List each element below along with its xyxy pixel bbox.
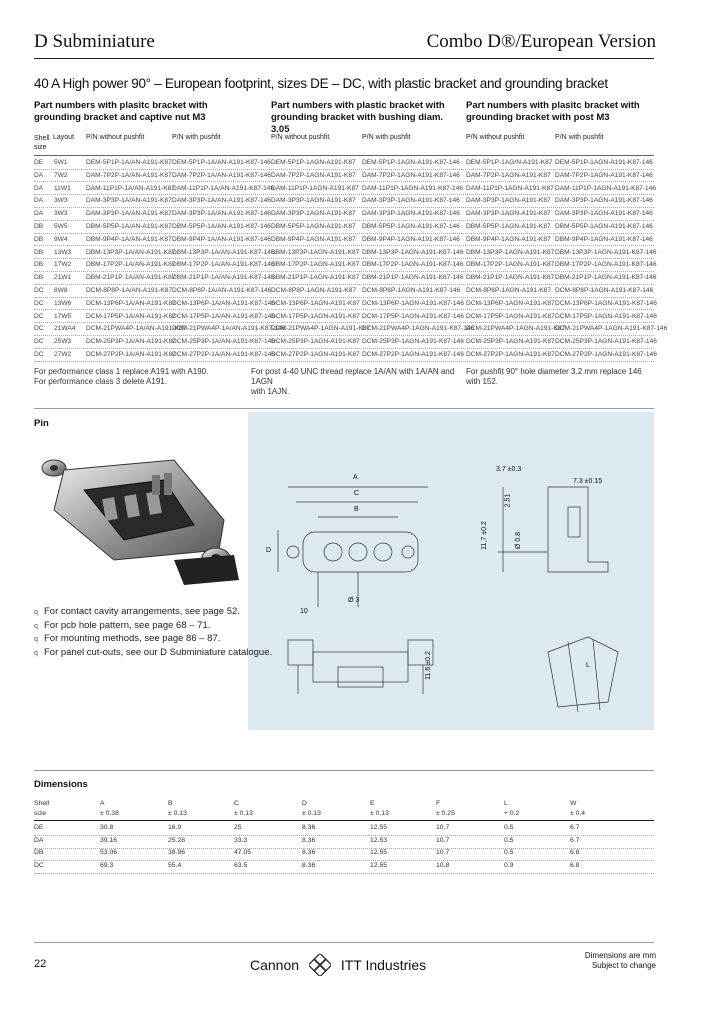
- cell-c4: DBM-9P4P-1AGN-A191-K87-146: [362, 235, 460, 243]
- table-row: [34, 323, 668, 336]
- cell-c2: DCM-27P2P-1A/AN-A191-K87-146: [172, 351, 275, 358]
- cell-c3: DEM-5P1P-1AGN-A191-K87: [271, 159, 356, 166]
- cell-c3: DAM-11P1P-1AGN-A191-K87: [271, 184, 359, 192]
- cell-c5: DCM-27P2P-1AGN-A191-K87: [466, 351, 555, 358]
- dim-header-W: ± 0.4: [570, 810, 586, 817]
- dim-header-D: D: [302, 800, 307, 807]
- note-1b: For performance class 3 delete A191.: [34, 377, 167, 386]
- cell-c6: DBM-13P3P-1AGN-A191-K87-146: [555, 248, 657, 256]
- col-g2-with: P/N with pushfit: [362, 134, 411, 141]
- dim-header-C: C: [234, 800, 239, 807]
- table-header-rule: [34, 155, 654, 156]
- dim-cell-shell: DA: [34, 836, 44, 844]
- dim-cell-D: 8.36: [302, 836, 316, 844]
- cell-c2: DBM-21P1P-1A/AN-A191-K87-146: [172, 274, 275, 282]
- connector-photo: [34, 440, 244, 590]
- cell-c4: DCM-27P2P-1AGN-A191-K87-146: [362, 351, 464, 358]
- cell-shell: DB: [34, 223, 44, 230]
- cell-c1: DBM-17P2P-1A/AN-A191-K87: [86, 261, 176, 269]
- cell-c4: DCM-8P8P-1AGN-A191-K87-146: [362, 287, 461, 294]
- note-1a: For performance class 1 replace A191 with A190.: [34, 367, 209, 376]
- dim-cell-C: 25: [234, 824, 242, 831]
- table-row: [34, 298, 657, 311]
- cell-c4: DAM-7P2P-1AGN-A191-K87-146: [362, 171, 460, 179]
- cell-c3: DCM-13P6P-1AGN-A191-K87: [271, 299, 360, 307]
- group-3-label: Part numbers with plasitc bracket with grounding bracket with post M3: [466, 100, 640, 123]
- section-rule: [34, 408, 654, 409]
- dim-header-A: A: [100, 800, 105, 807]
- dim-header-shell: size: [34, 810, 47, 817]
- table-row: [34, 336, 657, 349]
- dim-cell-D: 8.36: [302, 849, 316, 856]
- dim-header-C: ± 0.13: [234, 810, 253, 817]
- cell-c2: DCM-8P8P-1A/AN-A191-K87-146: [172, 287, 272, 294]
- cell-layout: 11W1: [54, 184, 71, 192]
- dim-cell-L: 0.5: [504, 849, 514, 856]
- dim-cell-E: 12.55: [370, 849, 388, 856]
- cell-c2: DEM-5P1P-1A/AN-A191-K87-146: [172, 159, 271, 166]
- cell-c5: DCM-17P5P-1AGN-A191-K87: [466, 312, 555, 320]
- cell-shell: DB: [34, 274, 44, 282]
- cell-c2: DCM-17P5P-1A/AN-A191-K87-146: [172, 312, 275, 320]
- cell-c3: DCM-27P2P-1AGN-A191-K87: [271, 351, 360, 358]
- cell-c4: DAM-3P3P-1AGN-A191-K87-146: [362, 197, 460, 205]
- cell-c2: DCM-13P6P-1A/AN-A191-K87-146: [172, 299, 275, 307]
- cell-layout: 17W5: [54, 312, 72, 320]
- col-g2-without: P/N without pushfit: [271, 134, 330, 141]
- col-g3-without: P/N without pushfit: [466, 134, 525, 141]
- dim-cell-shell: DE: [34, 824, 44, 831]
- bullet-marker: q: [34, 609, 38, 616]
- bullet-item: q For panel cut-outs, see our D Subminiature catalogue.: [34, 647, 272, 661]
- dimensions-rule: [34, 770, 654, 771]
- cell-c4: DBM-17P2P-1AGN-A191-K87-146: [362, 261, 464, 269]
- dim-115: 11.6 ±0.2: [424, 651, 432, 680]
- dim-cell-L: 0.5: [504, 824, 514, 831]
- cell-c1: DEM-5P1P-1A/AN-A191-K87: [86, 159, 172, 166]
- cell-c6: DCM-27P2P-1AGN-A191-K87-146: [555, 351, 657, 358]
- dim-cell-L: 0.5: [504, 836, 514, 844]
- cell-c3: DCM-17P5P-1AGN-A191-K87: [271, 312, 360, 320]
- dim-cell-C: 33.3: [234, 836, 248, 844]
- cell-c4: DCM-25P3P-1AGN-A191-K87-146: [362, 338, 464, 346]
- cell-c6: DCM-21PWA4P-1AGN-A191-K87-146: [555, 325, 668, 333]
- dim-header-L: L: [504, 800, 508, 807]
- table-row: [34, 247, 657, 260]
- dim-header-B: ± 0.13: [168, 810, 187, 817]
- dim-header-W: W: [570, 800, 577, 807]
- cell-c1: DBM-5P5P-1A/AN-A191-K87: [86, 223, 172, 230]
- footer-rule: [34, 942, 654, 943]
- cell-c3: DBM-21P1P-1AGN-A191-K87: [271, 274, 360, 282]
- cell-shell: DA: [34, 171, 44, 179]
- dimensions-label: Dimensions: [34, 779, 88, 790]
- cell-layout: 21W1: [54, 274, 72, 282]
- cell-c6: DBM-21P1P-1AGN-A191-K87-146: [555, 274, 657, 282]
- cell-c4: DCM-21PWA4P-1AGN-A191-K87-146: [362, 325, 475, 333]
- dim-header-shell: Shell: [34, 800, 50, 807]
- cell-c1: DBM-13P3P-1A/AN-A191-K87: [86, 248, 176, 256]
- dim-cell-W: 6.8: [570, 861, 580, 869]
- cell-layout: 9W4: [54, 235, 68, 243]
- dim-d3: Ø 3: [348, 597, 360, 604]
- cell-c3: DAM-3P3P-1AGN-A191-K87: [271, 197, 356, 205]
- dim-cell-C: 47.05: [234, 849, 252, 856]
- dim-C: C: [354, 490, 360, 497]
- note-3b: with 152.: [466, 377, 499, 386]
- technical-drawing: [248, 412, 654, 730]
- cell-c3: DCM-25P3P-1AGN-A191-K87: [271, 338, 360, 346]
- dim-cell-D: 8.36: [302, 861, 316, 869]
- dim-header-F: F: [436, 800, 441, 807]
- bullet-item: q For mounting methods, see page 86 – 87.: [34, 633, 272, 647]
- cell-c4: DBM-5P5P-1AGN-A191-K87-146: [362, 223, 460, 230]
- footer-notes: Dimensions are mm Subject to change: [584, 951, 656, 970]
- cell-c2: DAM-3P3P-1A/AN-A191-K87-146: [172, 197, 271, 205]
- dim-cell-E: 12.55: [370, 861, 388, 869]
- brand-itt: ITT Industries: [340, 957, 427, 974]
- cell-c5: DBM-21P1P-1AGN-A191-K87: [466, 274, 555, 282]
- cell-layout: 8W8: [54, 287, 68, 294]
- dim-cell-A: 53.06: [100, 849, 118, 856]
- cell-c5: DAM-7P2P-1AGN-A191-K87: [466, 171, 551, 179]
- dim-row: [34, 849, 654, 861]
- cell-c2: DCM-25P3P-1A/AN-A191-K87-146: [172, 338, 275, 346]
- dim-73: 7.3 ±0.15: [573, 478, 603, 485]
- cell-c1: DCM-27P2P-1A/AN-A191-K87: [86, 351, 176, 358]
- table-row: [34, 234, 654, 247]
- cell-c3: DBM-9P4P-1AGN-A191-K87: [271, 235, 356, 243]
- cell-c4: DAM-11P1P-1AGN-A191-K87-146: [362, 184, 464, 192]
- cell-c2: DBM-17P2P-1A/AN-A191-K87-146: [172, 261, 275, 269]
- cell-c1: DAM-3P3P-1A/AN-A191-K87: [86, 197, 172, 205]
- header-left: D Subminiature: [34, 31, 155, 52]
- dim-251: 2.51: [504, 493, 512, 508]
- cell-c4: DAM-3P3P-1AGN-A191-K87-146: [362, 210, 460, 218]
- table-row: [34, 170, 654, 183]
- cell-shell: DC: [34, 312, 44, 320]
- cell-c4: DBM-21P1P-1AGN-A191-K87-146: [362, 274, 464, 282]
- cell-shell: DA: [34, 197, 44, 205]
- cell-c3: DCM-21PWA4P-1AGN-A191-K87: [271, 325, 371, 333]
- table-row: [34, 221, 654, 234]
- bullet-item: q For contact cavity arrangements, see page 52.: [34, 606, 272, 620]
- dim-117: 11.7 ±0.2: [480, 521, 488, 550]
- dim-cell-F: 10.7: [436, 849, 450, 856]
- cell-layout: 3W3: [54, 197, 68, 205]
- dim-cell-E: 12.55: [370, 824, 388, 831]
- dim-cell-W: 6.7: [570, 836, 580, 844]
- dim-header-F: ± 0.25: [436, 810, 455, 817]
- cell-layout: 21WA4: [54, 325, 76, 333]
- col-g1-without: P/N without pushfit: [86, 134, 145, 141]
- cell-c5: DBM-9P4P-1AGN-A191-K87: [466, 235, 551, 243]
- cell-c1: DCM-13P6P-1A/AN-A191-K87: [86, 299, 176, 307]
- bullet-marker: q: [34, 636, 38, 643]
- bullet-marker: q: [34, 649, 38, 657]
- table-row: [34, 208, 654, 221]
- cell-c5: DAM-11P1P-1AGN-A191-K87: [466, 184, 554, 192]
- cell-shell: DE: [34, 159, 44, 166]
- dim-cell-L: 0.9: [504, 861, 514, 869]
- dim-cell-shell: DC: [34, 861, 44, 869]
- dim-cell-W: 6.8: [570, 849, 580, 856]
- cell-c1: DAM-11P1P-1A/AN-A191-K87: [86, 184, 175, 192]
- cell-layout: 27W2: [54, 351, 72, 358]
- dim-header-L: + 0.2: [504, 810, 520, 817]
- note-3a: For pushfit 90° hole diameter 3.2 mm replace 146: [466, 367, 642, 376]
- dim-cell-W: 6.7: [570, 824, 580, 831]
- cell-c1: DCM-17P5P-1A/AN-A191-K87: [86, 312, 176, 320]
- cell-c3: DAM-3P3P-1AGN-A191-K87: [271, 210, 356, 218]
- cell-c4: DBM-13P3P-1AGN-A191-K87-146: [362, 248, 464, 256]
- group-1-label: Part numbers with plasitc bracket with grounding bracket and captive nut M3: [34, 100, 208, 123]
- dim-A: A: [353, 474, 358, 481]
- dim-header-E: E: [370, 800, 375, 807]
- table-row: [34, 183, 657, 196]
- bullet-item: q For pcb hole pattern, see page 68 – 71.: [34, 620, 272, 634]
- cell-c2: DBM-9P4P-1A/AN-A191-K87-146: [172, 235, 271, 243]
- dim-cell-A: 69.3: [100, 861, 114, 869]
- cell-shell: DC: [34, 325, 44, 333]
- cell-c6: DBM-9P4P-1AGN-A191-K87-146: [555, 235, 653, 243]
- cell-shell: DB: [34, 248, 44, 256]
- cell-c1: DAM-3P3P-1A/AN-A191-K87: [86, 210, 172, 218]
- cell-c1: DAM-7P2P-1A/AN-A191-K87: [86, 171, 172, 179]
- cell-c4: DEM-5P1P-1AGN-A191-K87-146: [362, 159, 460, 166]
- reference-bullets: [34, 606, 272, 660]
- cell-c1: DCM-8P8P-1A/AN-A191-K87: [86, 287, 173, 294]
- note-2b: with 1AJN.: [251, 387, 290, 396]
- cell-c2: DAM-3P3P-1A/AN-A191-K87-146: [172, 210, 271, 218]
- cell-c5: DBM-5P5P-1AGN-A191-K87: [466, 223, 551, 230]
- dim-cell-B: 16.9: [168, 824, 182, 831]
- cell-c3: DBM-17P2P-1AGN-A191-K87: [271, 261, 360, 269]
- cell-c2: DBM-5P5P-1A/AN-A191-K87-146: [172, 223, 271, 230]
- cell-c6: DCM-25P3P-1AGN-A191-K87-146: [555, 338, 657, 346]
- dim-row: [34, 862, 654, 874]
- table-row: [34, 349, 657, 362]
- col-g3-with: P/N with pushfit: [555, 134, 604, 141]
- cell-layout: 13W3: [54, 248, 72, 256]
- dim-row: [34, 824, 654, 836]
- cell-c1: DCM-21PWA4P-1A/AN-A191-K87: [86, 325, 187, 333]
- table-row: [34, 195, 654, 208]
- dim-37: 3.7 ±0.3: [496, 466, 522, 473]
- dim-header-D: ± 0.13: [302, 810, 321, 817]
- cell-c5: DAM-3P3P-1AGN-A191-K87: [466, 210, 551, 218]
- brand-logo: [250, 954, 426, 979]
- cell-layout: 5W5: [54, 223, 68, 230]
- cell-c2: DAM-7P2P-1A/AN-A191-K87-146: [172, 171, 271, 179]
- cell-c6: DBM-5P5P-1AGN-A191-K87-146: [555, 223, 653, 230]
- cell-c4: DCM-17P5P-1AGN-A191-K87-146: [362, 312, 464, 320]
- dim-header-E: ± 0.13: [370, 810, 389, 817]
- brand-cannon: Cannon: [250, 957, 300, 974]
- dim-cell-B: 38.96: [168, 849, 186, 856]
- col-g1-with: P/N with pushfit: [172, 134, 221, 141]
- header-rule: [34, 58, 654, 59]
- cell-c1: DCM-25P3P-1A/AN-A191-K87: [86, 338, 176, 346]
- cell-shell: DA: [34, 210, 44, 218]
- note-2a: For post 4-40 UNC thread replace 1A/AN with 1A/AN and 1AGN: [251, 367, 455, 386]
- dim-d10: 10: [300, 608, 308, 615]
- table-row: [34, 157, 654, 170]
- cell-shell: DB: [34, 235, 44, 243]
- dim-row: [34, 837, 654, 849]
- cell-layout: 3W3: [54, 210, 68, 218]
- note-group-1: [34, 367, 244, 387]
- page-number: 22: [34, 958, 47, 970]
- note-group-2: [251, 367, 461, 397]
- table-row: [34, 285, 654, 298]
- dim-cell-F: 10.7: [436, 824, 450, 831]
- page-title: 40 A High power 90° – European footprint, sizes DE – DC, with plastic bracket and grounding bracket: [34, 76, 608, 91]
- cell-c6: DCM-17P5P-1AGN-A191-K87-146: [555, 312, 657, 320]
- pin-label: Pin: [34, 418, 49, 429]
- cell-c6: DBM-17P2P-1AGN-A191-K87-146: [555, 261, 657, 269]
- cell-c6: DAM-7P2P-1AGN-A191-K87-146: [555, 171, 653, 179]
- cell-c3: DBM-5P5P-1AGN-A191-K87: [271, 223, 356, 230]
- cell-layout: 17W2: [54, 261, 72, 269]
- note-group-3: [466, 367, 666, 387]
- dim-cell-B: 55.4: [168, 861, 182, 869]
- dim-cell-E: 12.53: [370, 836, 388, 844]
- cell-shell: DA: [34, 184, 44, 192]
- cell-c2: DBM-13P3P-1A/AN-A191-K87-146: [172, 248, 275, 256]
- cell-c5: DBM-13P3P-1AGN-A191-K87: [466, 248, 555, 256]
- dim-cell-A: 30.8: [100, 824, 114, 831]
- cell-c5: DCM-21PWA4P-1AGN-A191-K87: [466, 325, 566, 333]
- cell-c6: DCM-8P8P-1AGN-A191-K87-146: [555, 287, 654, 294]
- cell-c6: DAM-11P1P-1AGN-A191-K87-146: [555, 184, 657, 192]
- cell-c3: DBM-13P3P-1AGN-A191-K87: [271, 248, 360, 256]
- col-layout: Layout: [53, 134, 75, 141]
- bullet-marker: q: [34, 622, 38, 630]
- dim-cell-F: 10.7: [436, 836, 450, 844]
- cell-c6: DAM-3P3P-1AGN-A191-K87-146: [555, 210, 653, 218]
- cell-layout: 5W1: [54, 159, 68, 166]
- cell-shell: DC: [34, 299, 44, 307]
- table-row: [34, 259, 657, 272]
- dim-cell-A: 39.16: [100, 836, 118, 844]
- cell-layout: 7W2: [54, 171, 68, 179]
- cell-c3: DCM-8P8P-1AGN-A191-K87: [271, 287, 357, 294]
- header-right: Combo D®/European Version: [426, 31, 656, 52]
- dim-header-A: ± 0.38: [100, 810, 119, 817]
- cell-c1: DBM-21P1P-1A/AN-A191-K87: [86, 274, 176, 282]
- dim-cell-shell: DB: [34, 849, 44, 856]
- table-row: [34, 311, 657, 324]
- cell-c3: DAM-7P2P-1AGN-A191-K87: [271, 171, 356, 179]
- col-shell-size: Shell size: [34, 135, 50, 151]
- cell-c6: DEM-5P1P-1AGN-A191-K87-146: [555, 159, 653, 166]
- itt-logo-icon: [309, 954, 331, 979]
- dim-cell-D: 8.36: [302, 824, 316, 831]
- dim-D: D: [266, 547, 272, 554]
- dim-cell-F: 10.8: [436, 861, 450, 869]
- dim-08: Ø 0.8: [515, 531, 523, 550]
- cell-shell: DC: [34, 351, 44, 358]
- cell-c5: DAM-3P3P-1AGN-A191-K87: [466, 197, 551, 205]
- dim-header-B: B: [168, 800, 173, 807]
- cell-layout: 25W3: [54, 338, 72, 346]
- cell-shell: DC: [34, 338, 44, 346]
- cell-c1: DBM-9P4P-1A/AN-A191-K87: [86, 235, 172, 243]
- cell-c5: DCM-25P3P-1AGN-A191-K87: [466, 338, 555, 346]
- cell-c2: DCM-21PWA4P-1A/AN-A191-K87-146: [172, 325, 286, 333]
- cell-c6: DCM-13P6P-1AGN-A191-K87-146: [555, 299, 657, 307]
- dim-cell-C: 63.5: [234, 861, 248, 869]
- cell-c5: DBM-17P2P-1AGN-A191-K87: [466, 261, 555, 269]
- dim-L: L: [586, 662, 590, 669]
- dim-header-rule: [34, 820, 654, 821]
- cell-c6: DAM-3P3P-1AGN-A191-K87-146: [555, 197, 653, 205]
- cell-c5: DCM-8P8P-1AGN-A191-K87: [466, 287, 552, 294]
- dim-cell-B: 25.28: [168, 836, 186, 844]
- table-row: [34, 272, 657, 285]
- cell-c4: DCM-13P6P-1AGN-A191-K87-146: [362, 299, 464, 307]
- cell-layout: 13W6: [54, 299, 72, 307]
- cell-shell: DB: [34, 261, 44, 269]
- dim-B: B: [354, 506, 359, 513]
- cell-c5: DCM-13P6P-1AGN-A191-K87: [466, 299, 555, 307]
- cell-shell: DC: [34, 287, 44, 294]
- cell-c5: DEM-5P1P-1AG/N-A191-K87: [466, 159, 553, 166]
- group-2-label: Part numbers with plastic bracket with grounding bracket with bushing diam. 3.05: [271, 100, 445, 135]
- cell-c2: DAM-11P1P-1A/AN-A191-K87-146: [172, 184, 275, 192]
